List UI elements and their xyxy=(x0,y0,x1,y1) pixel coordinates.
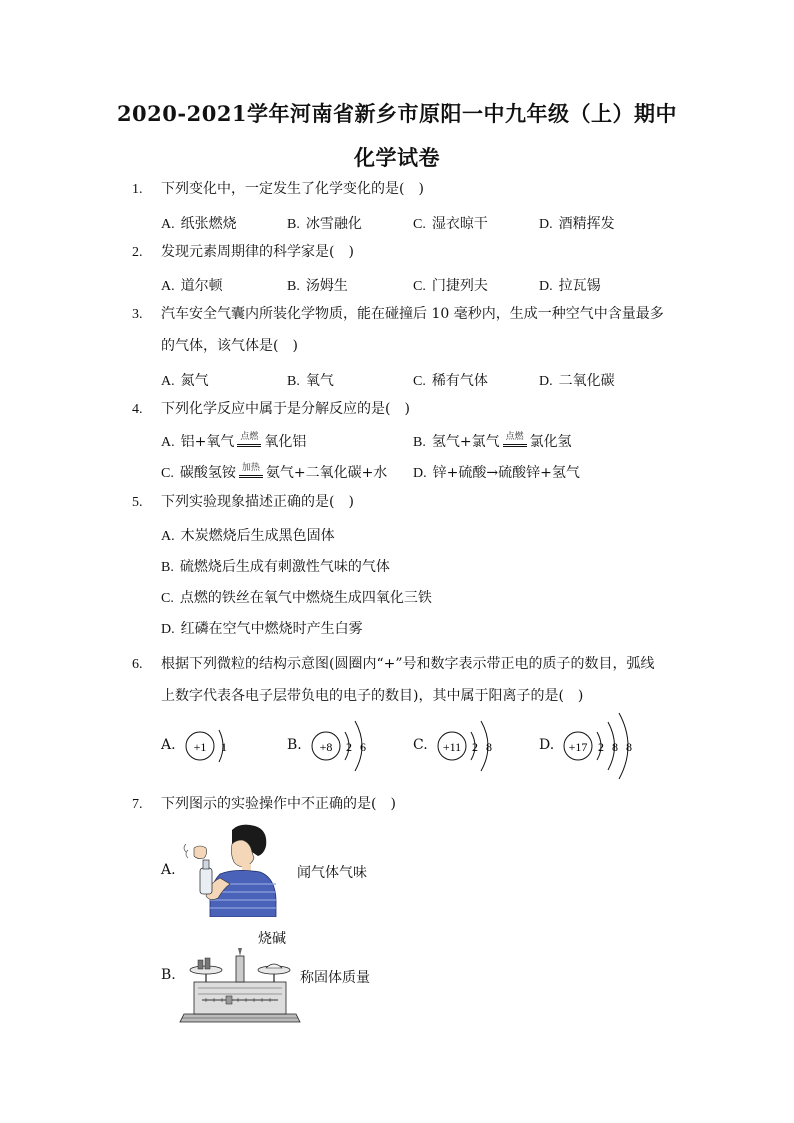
nucleus-charge: +17 xyxy=(568,740,588,754)
option-d-label: D. xyxy=(539,737,555,753)
option-d: D. 拉瓦锡 xyxy=(539,278,601,294)
option-b: B. 氢气+氯气 点燃 氯化氢 xyxy=(413,432,572,450)
reaction-condition: 点燃 xyxy=(236,435,262,449)
reaction-condition: 点燃 xyxy=(502,435,528,449)
shell-electrons: 8 xyxy=(626,740,632,754)
shell-electrons: 8 xyxy=(486,740,492,754)
shell-electrons: 6 xyxy=(360,740,366,754)
option-a-label: A. xyxy=(161,737,176,753)
option-d: D. 二氧化碳 xyxy=(539,373,615,389)
option-b: B. 冰雪融化 xyxy=(287,216,362,232)
option-c-label: C. xyxy=(413,737,428,753)
question-text-line1: 汽车安全气囊内所装化学物质，能在碰撞后 10 毫秒内，生成一种空气中含量最多 xyxy=(161,306,664,322)
option-a: A. 木炭燃烧后生成黑色固体 xyxy=(161,528,335,544)
option-b: B. 氧气 xyxy=(287,373,334,389)
shell-electrons: 1 xyxy=(221,740,227,754)
question-text-line2: 的气体，该气体是( ) xyxy=(161,338,298,354)
nucleus-charge: +8 xyxy=(319,740,333,754)
option-b: B. 汤姆生 xyxy=(287,278,348,294)
atom-diagram-c xyxy=(435,715,515,777)
question-number: 1. xyxy=(132,182,143,197)
shell-electrons: 8 xyxy=(612,740,618,754)
shell-electrons: 2 xyxy=(598,740,604,754)
option-a-label: A. xyxy=(161,862,176,878)
option-b-label: B. xyxy=(287,737,302,753)
shell-electrons: 2 xyxy=(472,740,478,754)
question-text: 下列实验现象描述正确的是( ) xyxy=(161,494,354,510)
exam-title-line2: 化学试卷 xyxy=(354,145,440,170)
question-text-line1: 根据下列微粒的结构示意图(圆圈内“+”号和数字表示带正电的质子的数目，弧线 xyxy=(161,656,655,672)
shell-electrons: 2 xyxy=(346,740,352,754)
option-a: A. 纸张燃烧 xyxy=(161,216,237,232)
option-c: C. 点燃的铁丝在氧气中燃烧生成四氧化三铁 xyxy=(161,590,432,606)
option-d: D. 酒精挥发 xyxy=(539,216,615,232)
question-number: 3. xyxy=(132,307,143,322)
balance-illustration xyxy=(178,944,303,1026)
option-a: A. 氮气 xyxy=(161,373,209,389)
nucleus-charge: +1 xyxy=(193,740,207,754)
option-b-label: B. xyxy=(161,967,176,983)
question-text: 发现元素周期律的科学家是( ) xyxy=(161,244,354,260)
atom-diagram-d xyxy=(561,710,651,782)
option-c: C. 稀有气体 xyxy=(413,373,488,389)
atom-diagram-b xyxy=(309,715,389,777)
option-b-top-label: 烧碱 xyxy=(258,931,286,947)
question-text: 下列化学反应中属于是分解反应的是( ) xyxy=(161,401,410,417)
question-number: 6. xyxy=(132,657,143,672)
option-a: A. 道尔顿 xyxy=(161,278,223,294)
question-number: 2. xyxy=(132,245,143,260)
option-c: C. 门捷列夫 xyxy=(413,278,488,294)
reaction-condition: 加热 xyxy=(238,466,264,480)
option-c: C. 碳酸氢铵 加热 氨气+二氧化碳+水 xyxy=(161,463,388,481)
question-text: 下列变化中，一定发生了化学变化的是( ) xyxy=(161,181,424,197)
option-d: D. 锌+硫酸→硫酸锌+氢气 xyxy=(413,465,580,481)
question-text: 下列图示的实验操作中不正确的是( ) xyxy=(161,796,396,812)
nucleus-charge: +11 xyxy=(442,740,462,754)
smelling-gas-illustration xyxy=(180,822,280,917)
atom-diagram-a xyxy=(183,722,243,772)
question-text-line2: 上数字代表各电子层带负电的电子的数目)，其中属于阳离子的是( ) xyxy=(161,688,584,704)
option-c: C. 湿衣晾干 xyxy=(413,216,488,232)
option-a: A. 铝+氧气 点燃 氧化铝 xyxy=(161,432,307,450)
option-d: D. 红磷在空气中燃烧时产生白雾 xyxy=(161,621,363,637)
question-number: 5. xyxy=(132,495,143,510)
option-b: B. 硫燃烧后生成有刺激性气味的气体 xyxy=(161,559,390,575)
option-a-caption: 闻气体气味 xyxy=(297,865,367,881)
question-number: 4. xyxy=(132,402,143,417)
exam-title-line1: 2020-2021学年河南省新乡市原阳一中九年级（上）期中 xyxy=(116,101,678,126)
option-b-caption: 称固体质量 xyxy=(300,970,370,986)
question-number: 7. xyxy=(132,797,143,812)
